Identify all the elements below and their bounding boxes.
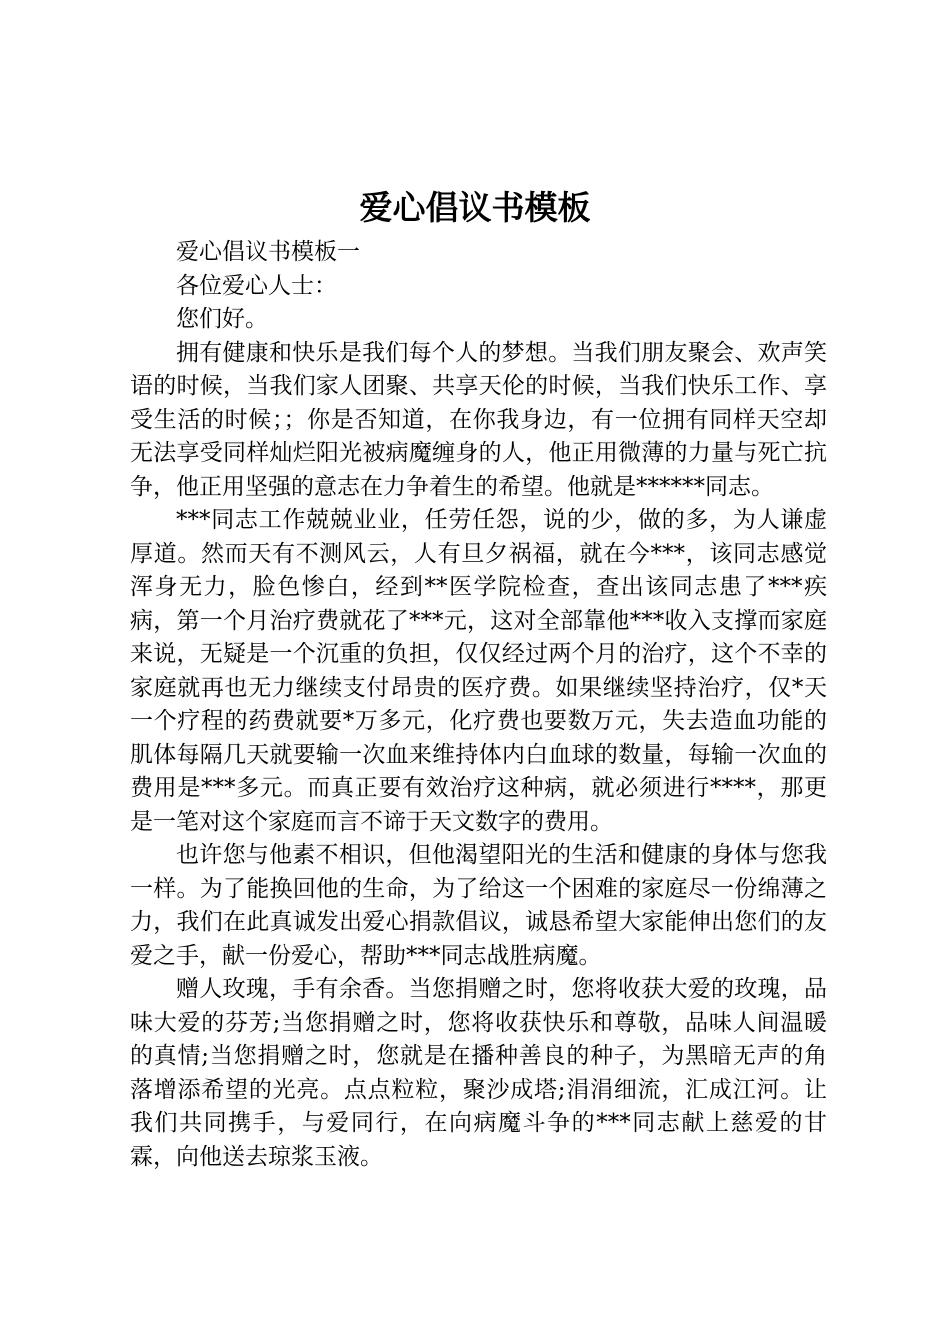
paragraph-salutation: 各位爱心人士： — [176, 272, 337, 299]
paragraph-subtitle: 爱心倡议书模板一 — [176, 239, 360, 265]
paragraph-situation: ***同志工作兢兢业业，任劳任怨，说的少，做的多，为人谦虚厚道。然而天有不测风云，人有旦夕祸福，就在今***，该同志感觉浑身无力，脸色惨白，经到**医学院检查，查出该同志患了***疾病，第一个月治疗费就花了***元，这对全部靠他***收入支撑而家庭来说，无疑是一个沉重的负担，仅仅经过两个月的治疗，这个不幸的家庭就再也无力继续支付昂贵的医疗费。如果继续坚持治疗，仅*天一个疗程的药费就要*万多元，化疗费也要数万元，失去造血功能的肌体每隔几天就要输一次血来维持体内白血球的数量，每输一次血的费用是***多元。而真正要有效治疗这种病，就必须进行****，那更是一笔对这个家庭而言不谛于天文数字的费用。 — [130, 507, 827, 835]
paragraph-greeting: 您们好。 — [176, 306, 268, 332]
document-title: 爱心倡议书模板 — [359, 188, 591, 227]
paragraph-closing: 赠人玫瑰，手有余香。当您捐赠之时，您将收获大爱的玫瑰，品味大爱的芬芳;当您捐赠之时，您将收获快乐和尊敬，品味人间温暖的真情;当您捐赠之时，您就是在播种善良的种子，为黑暗无声的角落增添希望的光亮。点点粒粒，聚沙成塔;涓涓细流，汇成江河。让我们共同携手，与爱同行，在向病魔斗争的***同志献上慈爱的甘霖，向他送去琼浆玉液。 — [130, 976, 827, 1170]
paragraph-appeal: 也许您与他素不相识，但他渴望阳光的生活和健康的身体与您我一样。为了能换回他的生命，为了给这一个困难的家庭尽一份绵薄之力，我们在此真诚发出爱心捐款倡议，诚恳希望大家能伸出您们的友爱之手，献一份爱心，帮助***同志战胜病魔。 — [130, 842, 827, 969]
document-body — [130, 236, 827, 1174]
paragraph-intro: 拥有健康和快乐是我们每个人的梦想。当我们朋友聚会、欢声笑语的时候，当我们家人团聚、共享天伦的时候，当我们快乐工作、享受生活的时候；；你是否知道，在你我身边，有一位拥有同样天空却无法享受同样灿烂阳光被病魔缠身的人，他正用微薄的力量与死亡抗争，他正用坚强的意志在力争着生的希望。他就是******同志。 — [130, 339, 827, 500]
